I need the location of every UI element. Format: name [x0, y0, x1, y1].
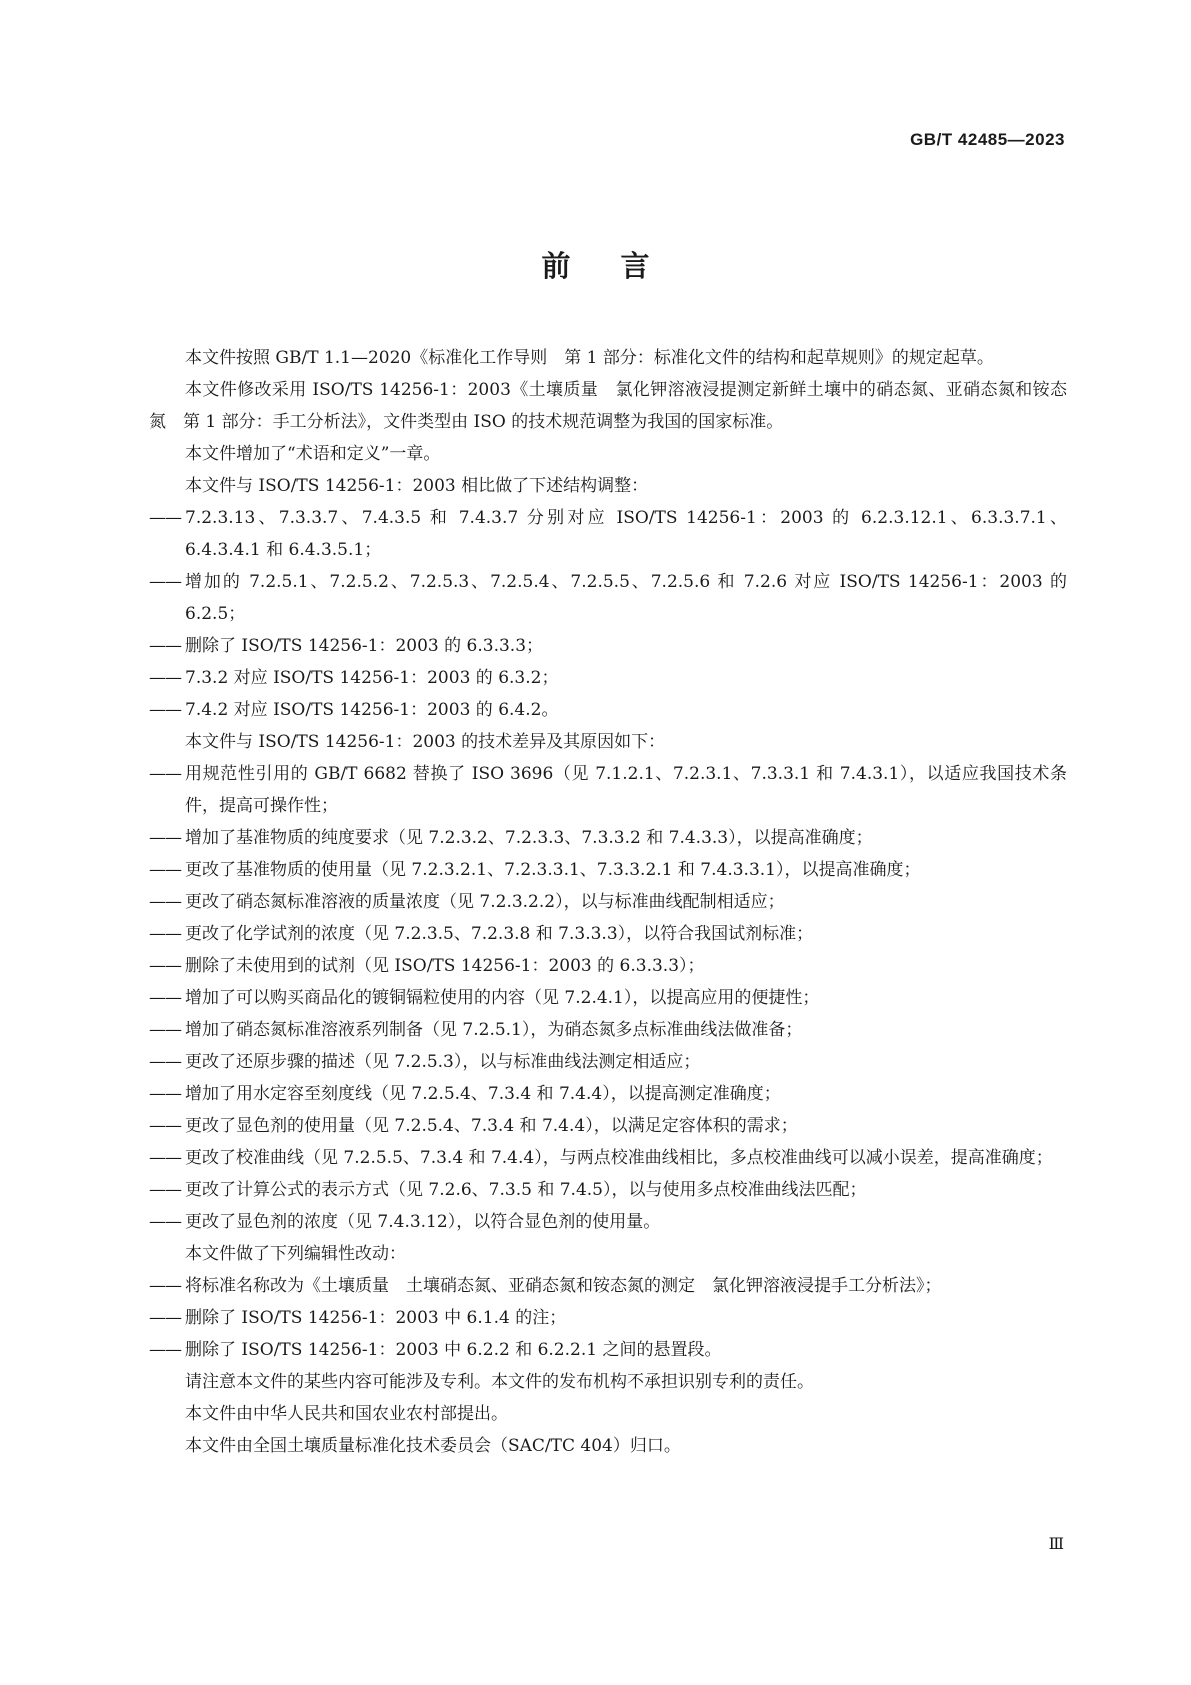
list-item: —— 7.4.2 对应 ISO/TS 14256-1：2003 的 6.4.2。: [149, 694, 1067, 726]
dash-marker: ——: [149, 892, 181, 912]
list-item: —— 更改了硝态氮标准溶液的质量浓度（见 7.2.3.2.2），以与标准曲线配制相适应；: [149, 886, 1067, 918]
list-item: —— 增加了硝态氮标准溶液系列制备（见 7.2.5.1），为硝态氮多点标准曲线法做准备；: [149, 1014, 1067, 1046]
list-item: —— 删除了 ISO/TS 14256-1：2003 的 6.3.3.3；: [149, 630, 1067, 662]
dash-marker: ——: [149, 1148, 181, 1168]
standard-code: GB/T 42485—2023: [910, 130, 1065, 149]
list-item: —— 删除了 ISO/TS 14256-1：2003 中 6.2.2 和 6.2.2.1 之间的悬置段。: [149, 1334, 1067, 1366]
list-item: —— 更改了显色剂的浓度（见 7.4.3.12），以符合显色剂的使用量。: [149, 1206, 1067, 1238]
list-item: —— 删除了未使用到的试剂（见 ISO/TS 14256-1：2003 的 6.3.3.3）；: [149, 950, 1067, 982]
dash-marker: ——: [149, 1308, 181, 1328]
list-item: —— 用规范性引用的 GB/T 6682 替换了 ISO 3696（见 7.1.2.1、7.2.3.1、7.3.3.1 和 7.4.3.1），以适应我国技术条件，提高可操作性；: [149, 758, 1067, 822]
dash-marker: ——: [149, 988, 181, 1008]
list-item: —— 增加了用水定容至刻度线（见 7.2.5.4、7.3.4 和 7.4.4），以提高测定准确度；: [149, 1078, 1067, 1110]
page-title: 前言: [541, 249, 700, 283]
list-item: —— 更改了计算公式的表示方式（见 7.2.6、7.3.5 和 7.4.5），以与使用多点校准曲线法匹配；: [149, 1174, 1067, 1206]
dash-marker: ——: [149, 1276, 181, 1296]
dash-marker: ——: [149, 764, 181, 784]
dash-marker: ——: [149, 828, 181, 848]
list-item: —— 更改了校准曲线（见 7.2.5.5、7.3.4 和 7.4.4），与两点校准曲线相比，多点校准曲线可以减小误差，提高准确度；: [149, 1142, 1067, 1174]
intro-paragraph: 本文件修改采用 ISO/TS 14256-1：2003《土壤质量 氯化钾溶液浸提测定新鲜土壤中的硝态氮、亚硝态氮和铵态氮 第 1 部分：手工分析法》，文件类型由 ISO 的技术规范调整为我国的国家标准。: [149, 380, 1067, 432]
intro-paragraph: 本文件增加了“术语和定义”一章。: [185, 444, 441, 464]
dash-marker: ——: [149, 1084, 181, 1104]
list-item: —— 7.2.3.13、7.3.3.7、7.4.3.5 和 7.4.3.7 分别对应 ISO/TS 14256-1：2003 的 6.2.3.12.1、6.3.3.7.1、6.4.3.4.1 和 6.4.3.5.1；: [149, 502, 1067, 566]
list-item: —— 更改了基准物质的使用量（见 7.2.3.2.1、7.2.3.3.1、7.3.3.2.1 和 7.4.3.3.1），以提高准确度；: [149, 854, 1067, 886]
dash-marker: ——: [149, 1052, 181, 1072]
dash-marker: ——: [149, 1180, 181, 1200]
editorial-list: [149, 1270, 1067, 1366]
list-item: —— 将标准名称改为《土壤质量 土壤硝态氮、亚硝态氮和铵态氮的测定 氯化钾溶液浸提手工分析法》；: [149, 1270, 1067, 1302]
closing-paragraph: 请注意本文件的某些内容可能涉及专利。本文件的发布机构不承担识别专利的责任。: [185, 1372, 814, 1392]
dash-marker: ——: [149, 636, 181, 656]
dash-marker: ——: [149, 860, 181, 880]
dash-marker: ——: [149, 668, 181, 688]
dash-marker: ——: [149, 572, 181, 592]
dash-marker: ——: [149, 508, 181, 528]
tech-diff-list: [149, 758, 1067, 1238]
page-number: Ⅲ: [1048, 1534, 1064, 1553]
dash-marker: ——: [149, 1116, 181, 1136]
tech-diff-intro: 本文件与 ISO/TS 14256-1：2003 的技术差异及其原因如下：: [185, 732, 666, 752]
closing-paragraph: 本文件由中华人民共和国农业农村部提出。: [185, 1404, 508, 1424]
list-item: —— 增加了基准物质的纯度要求（见 7.2.3.2、7.2.3.3、7.3.3.2 和 7.4.3.3），以提高准确度；: [149, 822, 1067, 854]
dash-marker: ——: [149, 1212, 181, 1232]
list-item: —— 删除了 ISO/TS 14256-1：2003 中 6.1.4 的注；: [149, 1302, 1067, 1334]
list-item: —— 更改了显色剂的使用量（见 7.2.5.4、7.3.4 和 7.4.4），以满足定容体积的需求；: [149, 1110, 1067, 1142]
list-item: —— 增加的 7.2.5.1、7.2.5.2、7.2.5.3、7.2.5.4、7.2.5.5、7.2.5.6 和 7.2.6 对应 ISO/TS 14256-1：2003 的 6.2.5；: [149, 566, 1067, 630]
closing-paragraph: 本文件由全国土壤质量标准化技术委员会（SAC/TC 404）归口。: [185, 1436, 681, 1456]
list-item: —— 更改了化学试剂的浓度（见 7.2.3.5、7.2.3.8 和 7.3.3.3），以符合我国试剂标准；: [149, 918, 1067, 950]
dash-marker: ——: [149, 956, 181, 976]
intro-paragraph: 本文件与 ISO/TS 14256-1：2003 相比做了下述结构调整：: [185, 476, 649, 496]
editorial-intro: 本文件做了下列编辑性改动：: [185, 1244, 406, 1264]
dash-marker: ——: [149, 924, 181, 944]
dash-marker: ——: [149, 1020, 181, 1040]
foreword-body: [149, 342, 1067, 1462]
intro-paragraph: 本文件按照 GB/T 1.1—2020《标准化工作导则 第 1 部分：标准化文件的结构和起草规则》的规定起草。: [185, 348, 994, 368]
list-item: —— 更改了还原步骤的描述（见 7.2.5.3），以与标准曲线法测定相适应；: [149, 1046, 1067, 1078]
structure-list: [149, 502, 1067, 726]
dash-marker: ——: [149, 700, 181, 720]
list-item: —— 增加了可以购买商品化的镀铜镉粒使用的内容（见 7.2.4.1），以提高应用的便捷性；: [149, 982, 1067, 1014]
dash-marker: ——: [149, 1340, 181, 1360]
list-item: —— 7.3.2 对应 ISO/TS 14256-1：2003 的 6.3.2；: [149, 662, 1067, 694]
